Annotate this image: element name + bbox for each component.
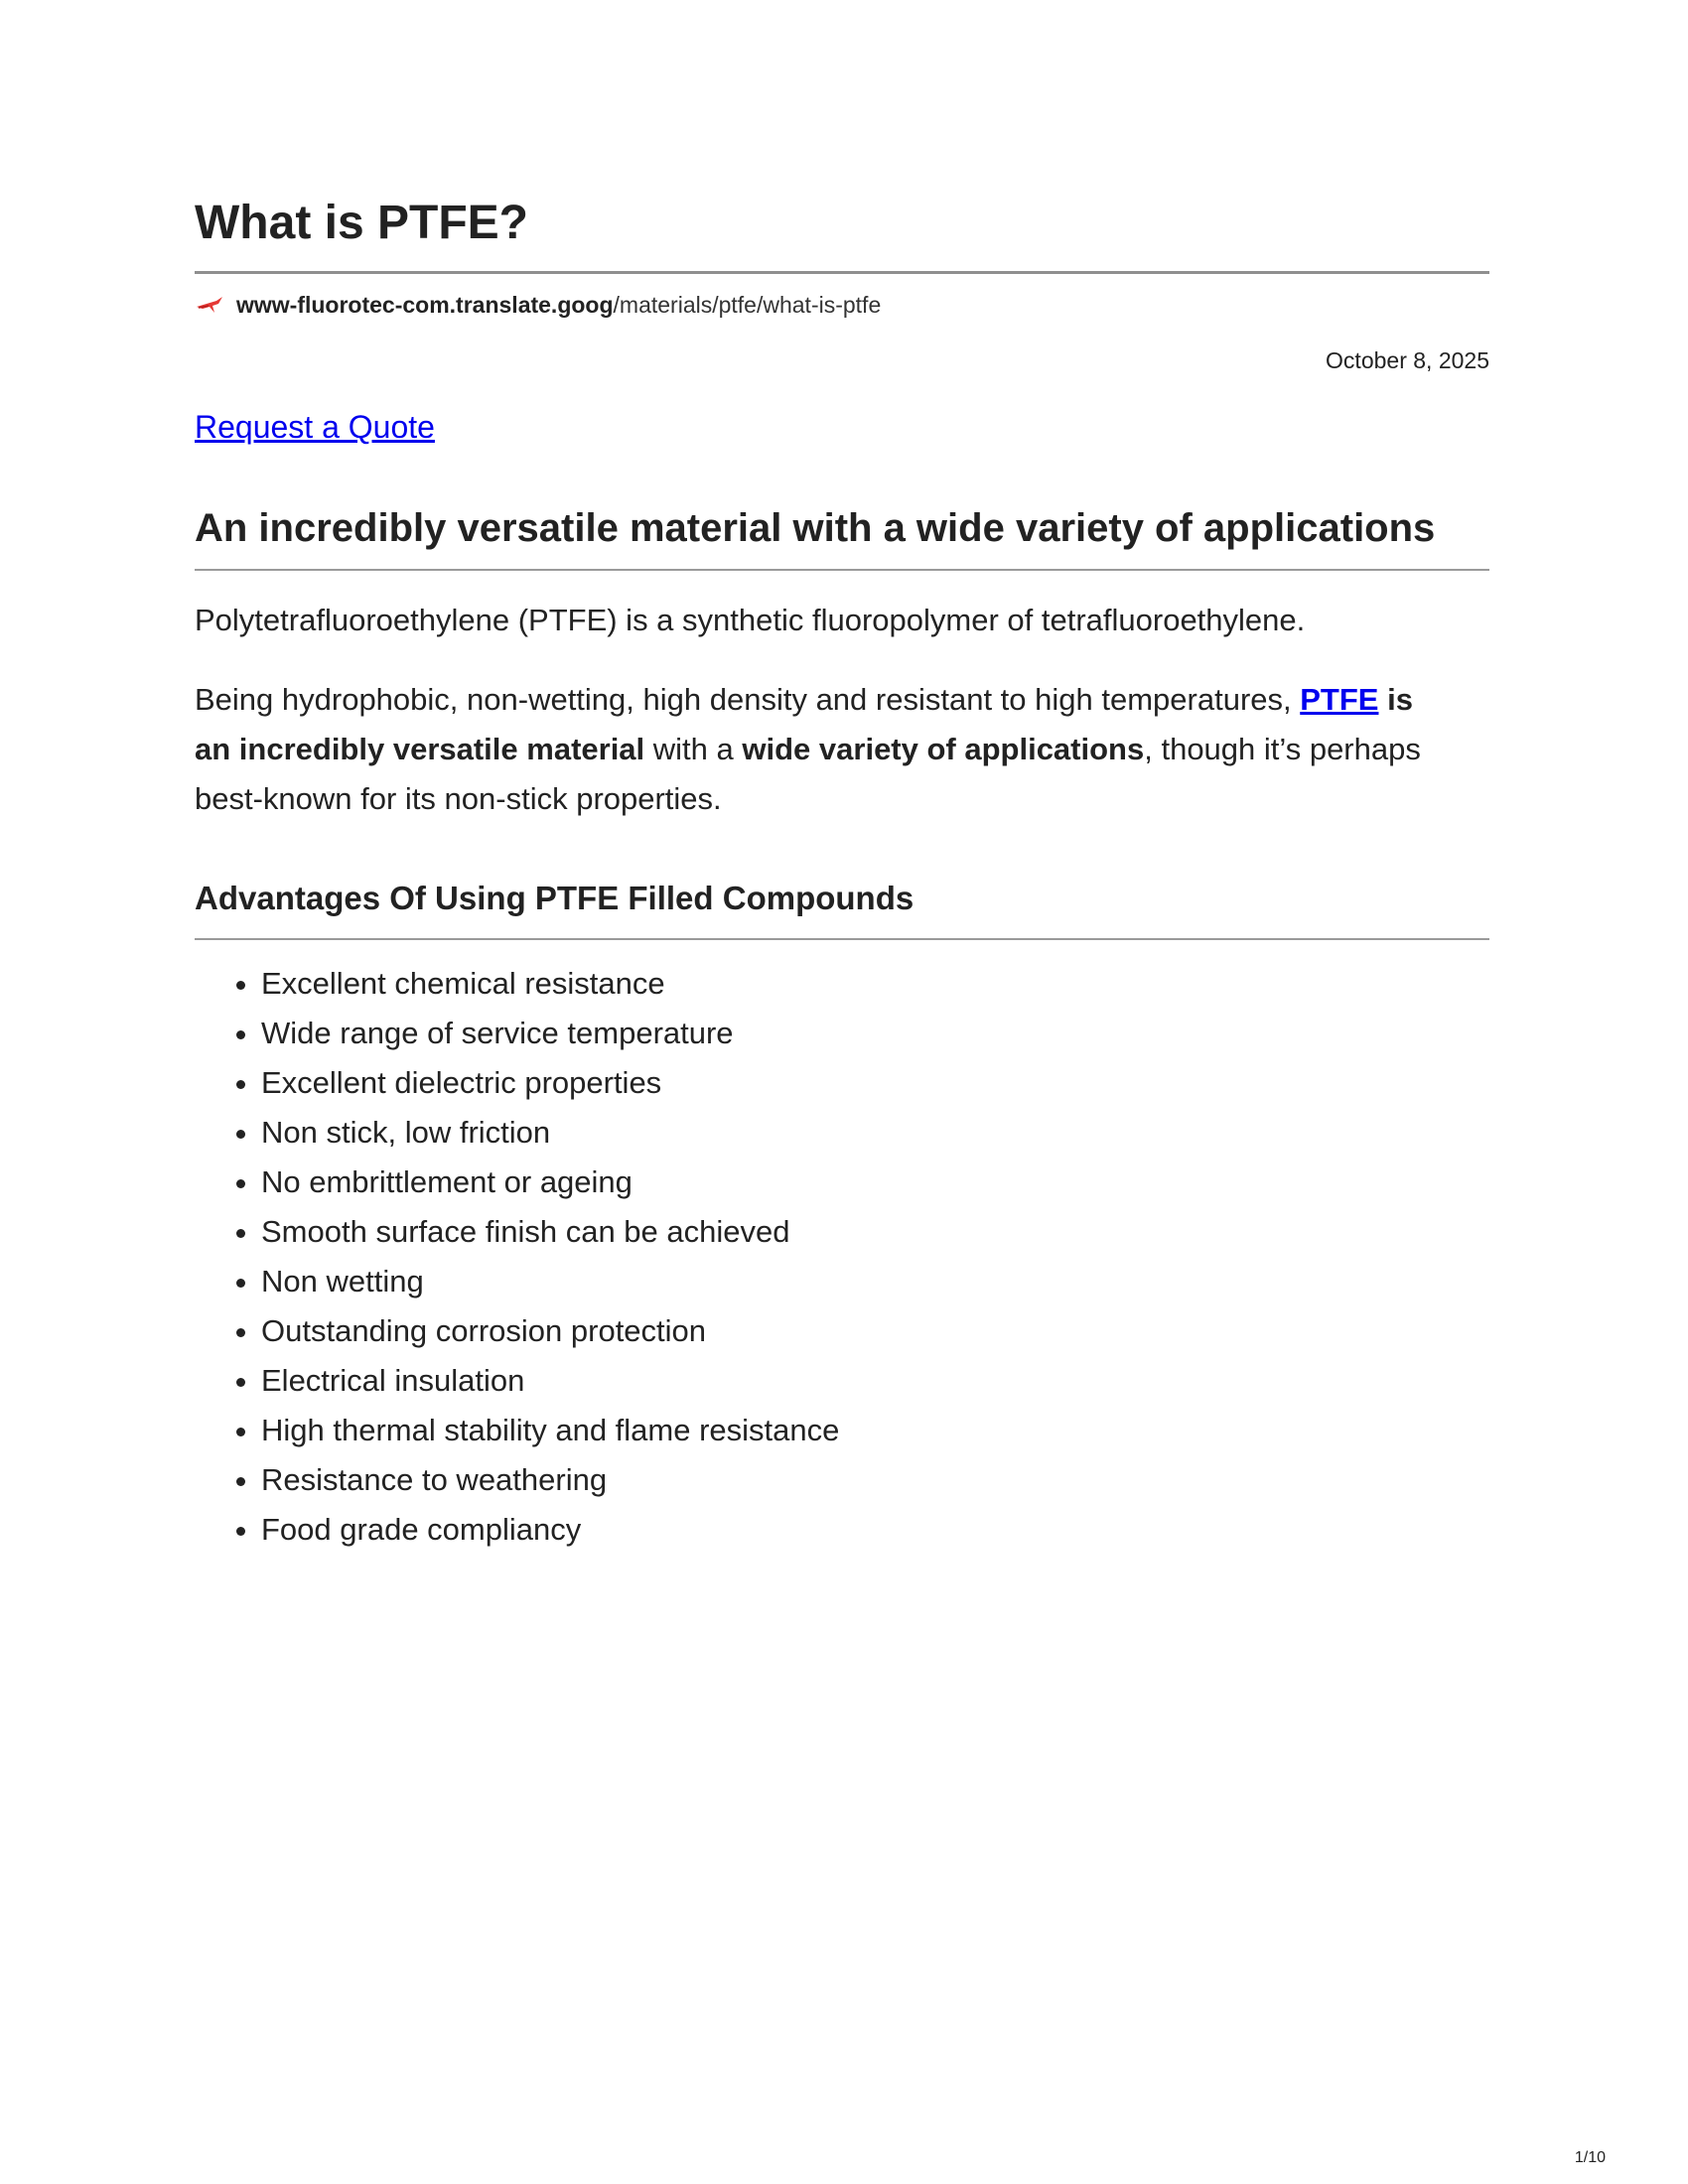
- list-item: • Electrical insulation: [261, 1356, 839, 1406]
- list-item: • Wide range of service temperature: [261, 1009, 839, 1058]
- request-quote-link[interactable]: Request a Quote: [195, 409, 435, 445]
- list-item: • No embrittlement or ageing: [261, 1158, 839, 1207]
- advantages-list: [195, 959, 839, 1555]
- section-heading: An incredibly versatile material with a wide variety of applications: [195, 506, 1436, 550]
- section-divider: [195, 569, 1489, 571]
- source-domain: www-fluorotec-com.translate.goog: [236, 292, 614, 318]
- list-item: • Non stick, low friction: [261, 1108, 839, 1158]
- paragraph-text: , though it’s perhaps best-known for its non-stick properties.: [195, 732, 1421, 816]
- list-item: • Food grade compliancy: [261, 1505, 839, 1555]
- paragraph-text: with a: [644, 732, 743, 766]
- intro-paragraph: Polytetrafluoroethylene (PTFE) is a synthetic fluoropolymer of tetrafluoroethylene.: [195, 603, 1306, 637]
- ptfe-link[interactable]: PTFE: [1300, 682, 1379, 717]
- list-item: • Excellent chemical resistance: [261, 959, 839, 1009]
- description-paragraph: [195, 675, 1426, 824]
- list-item: • Outstanding corrosion protection: [261, 1306, 839, 1356]
- list-item: • Excellent dielectric properties: [261, 1058, 839, 1108]
- list-item: • Smooth surface finish can be achieved: [261, 1207, 839, 1257]
- advantages-heading: Advantages Of Using PTFE Filled Compounds: [195, 880, 914, 916]
- source-url[interactable]: [195, 292, 881, 319]
- page-number: 1/10: [1574, 2149, 1606, 2166]
- paragraph-bold-text: wide variety of applications: [742, 732, 1145, 766]
- advantages-divider: [195, 938, 1489, 940]
- source-path: /materials/ptfe/what-is-ptfe: [613, 292, 882, 318]
- paragraph-text: Being hydrophobic, non-wetting, high density and resistant to high temperatures,: [195, 682, 1301, 717]
- favicon-icon: [195, 295, 224, 317]
- list-item: • Non wetting: [261, 1257, 839, 1306]
- list-item: • Resistance to weathering: [261, 1455, 839, 1505]
- title-divider: [195, 271, 1489, 274]
- publish-date: October 8, 2025: [1326, 347, 1489, 373]
- list-item: • High thermal stability and flame resistance: [261, 1406, 839, 1455]
- paragraph-bold-text: is an incredibly versatile material: [195, 682, 1413, 766]
- page-title: What is PTFE?: [195, 197, 528, 249]
